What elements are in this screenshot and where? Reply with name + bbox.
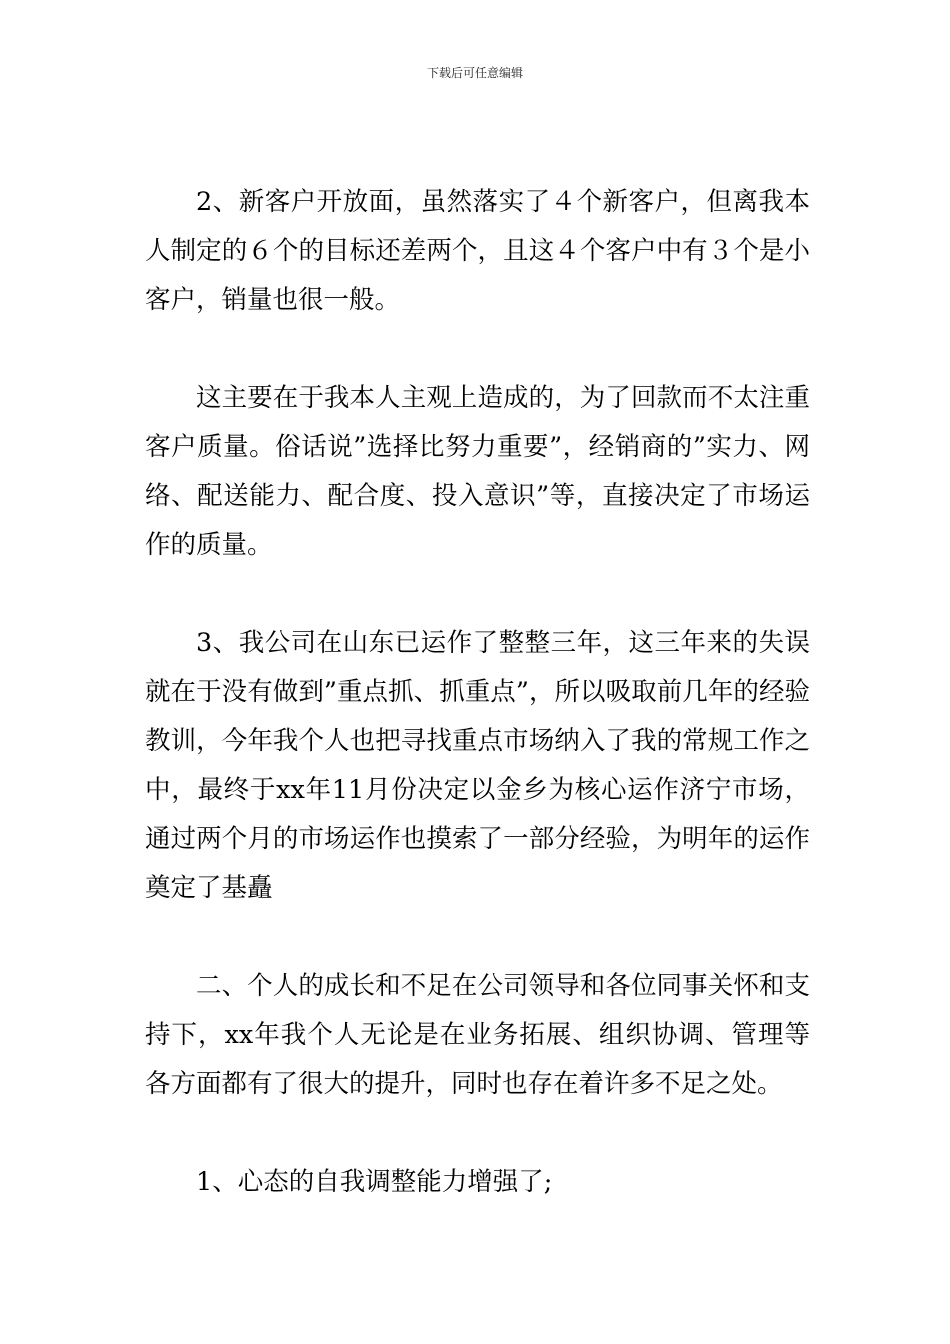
paragraph-key-market: 3、我公司在山东已运作了整整三年，这三年来的失误就在于没有做到”重点抓、抓重点”，所以吸取前几年的经验教训，今年我个人也把寻找重点市场纳入了我的常规工作之中，最终于xx年11月份决定以金乡为核心运作济宁市场，通过两个月的市场运作也摸索了一部分经验，为明年的运作奠定了基矗	[145, 628, 810, 903]
page-header: 下载后可任意编辑	[426, 66, 523, 80]
document-body	[145, 178, 810, 1207]
paragraph-mindset: 1、心态的自我调整能力增强了;	[196, 1167, 553, 1197]
paragraph-personal-growth: 二、个人的成长和不足在公司领导和各位同事关怀和支持下，xx年我个人无论是在业务拓展、组织协调、管理等各方面都有了很大的提升，同时也存在着许多不足之处。	[145, 971, 810, 1099]
paragraph-customer-quality: 这主要在于我本人主观上造成的，为了回款而不太注重客户质量。俗话说”选择比努力重要”，经销商的”实力、网络、配送能力、配合度、投入意识”等，直接决定了市场运作的质量。	[145, 383, 810, 560]
paragraph-new-customers: 2、新客户开放面，虽然落实了４个新客户，但离我本人制定的６个的目标还差两个，且这４个客户中有３个是小客户，销量也很一般。	[145, 187, 810, 315]
